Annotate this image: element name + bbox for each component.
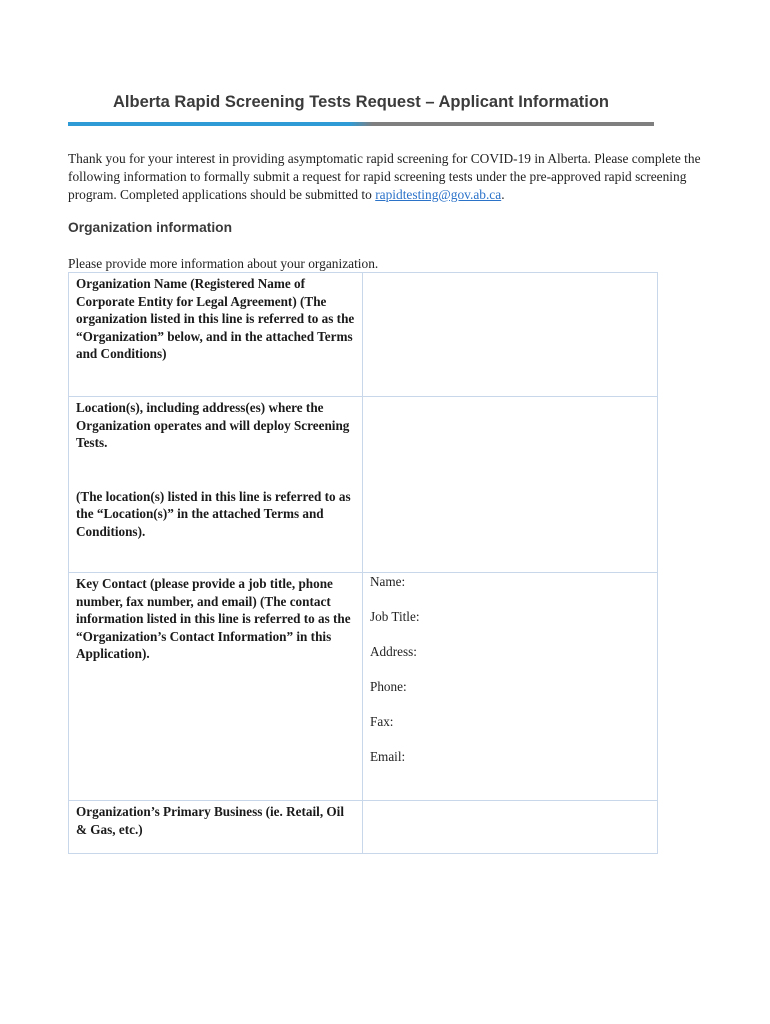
locations-label-cell [69, 397, 363, 573]
spacer [69, 452, 362, 486]
intro-text-end: . [501, 187, 505, 202]
org-name-label: Organization Name (Registered Name of Corporate Entity for Legal Agreement) (The organization listed in this line is referred to as the “Organization” below, and in the attached Terms and Conditions) [76, 276, 355, 362]
intro-paragraph [68, 150, 708, 204]
email-link[interactable]: rapidtesting@gov.ab.ca [375, 187, 502, 202]
contact-email-field[interactable]: Email: [370, 749, 406, 764]
page-title: Alberta Rapid Screening Tests Request – Applicant Information [113, 93, 609, 111]
organization-info-table [68, 272, 658, 854]
contact-job-title-field[interactable]: Job Title: [370, 609, 420, 624]
section-heading: Organization information [68, 220, 233, 235]
org-name-field[interactable] [363, 273, 658, 397]
table-row [69, 801, 658, 854]
locations-label: Location(s), including address(es) where the Organization operates and will deploy Screening Tests. [76, 400, 350, 451]
section-prompt: Please provide more information about your organization. [68, 256, 379, 271]
key-contact-field[interactable] [363, 573, 658, 801]
primary-business-field[interactable] [363, 801, 658, 854]
contact-fields [363, 573, 657, 783]
table-row [69, 397, 658, 573]
key-contact-label-cell [69, 573, 363, 801]
org-name-label-cell [69, 273, 363, 397]
locations-field[interactable] [363, 397, 658, 573]
primary-business-label-cell [69, 801, 363, 854]
table-row [69, 273, 658, 397]
primary-business-label: Organization’s Primary Business (ie. Retail, Oil & Gas, etc.) [76, 804, 344, 837]
contact-name-field[interactable]: Name: [370, 574, 406, 589]
contact-fax-field[interactable]: Fax: [370, 714, 394, 729]
table-row [69, 573, 658, 801]
contact-address-field[interactable]: Address: [370, 644, 417, 659]
intro-text: Thank you for your interest in providing asymptomatic rapid screening for COVID-19 in Alberta. Please complete the following information to formally submit a request for rapid screening tests under the pre-approved rapid screening program. Completed applications should be submitted to [68, 151, 701, 202]
locations-note: (The location(s) listed in this line is referred to as the “Location(s)” in the attached Terms and Conditions). [76, 488, 351, 539]
title-underline [68, 122, 654, 126]
contact-phone-field[interactable]: Phone: [370, 679, 407, 694]
key-contact-label: Key Contact (please provide a job title, phone number, fax number, and email) (The contact information listed in this line is referred to as the “Organization’s Contact Information” in this Application). [76, 576, 351, 662]
